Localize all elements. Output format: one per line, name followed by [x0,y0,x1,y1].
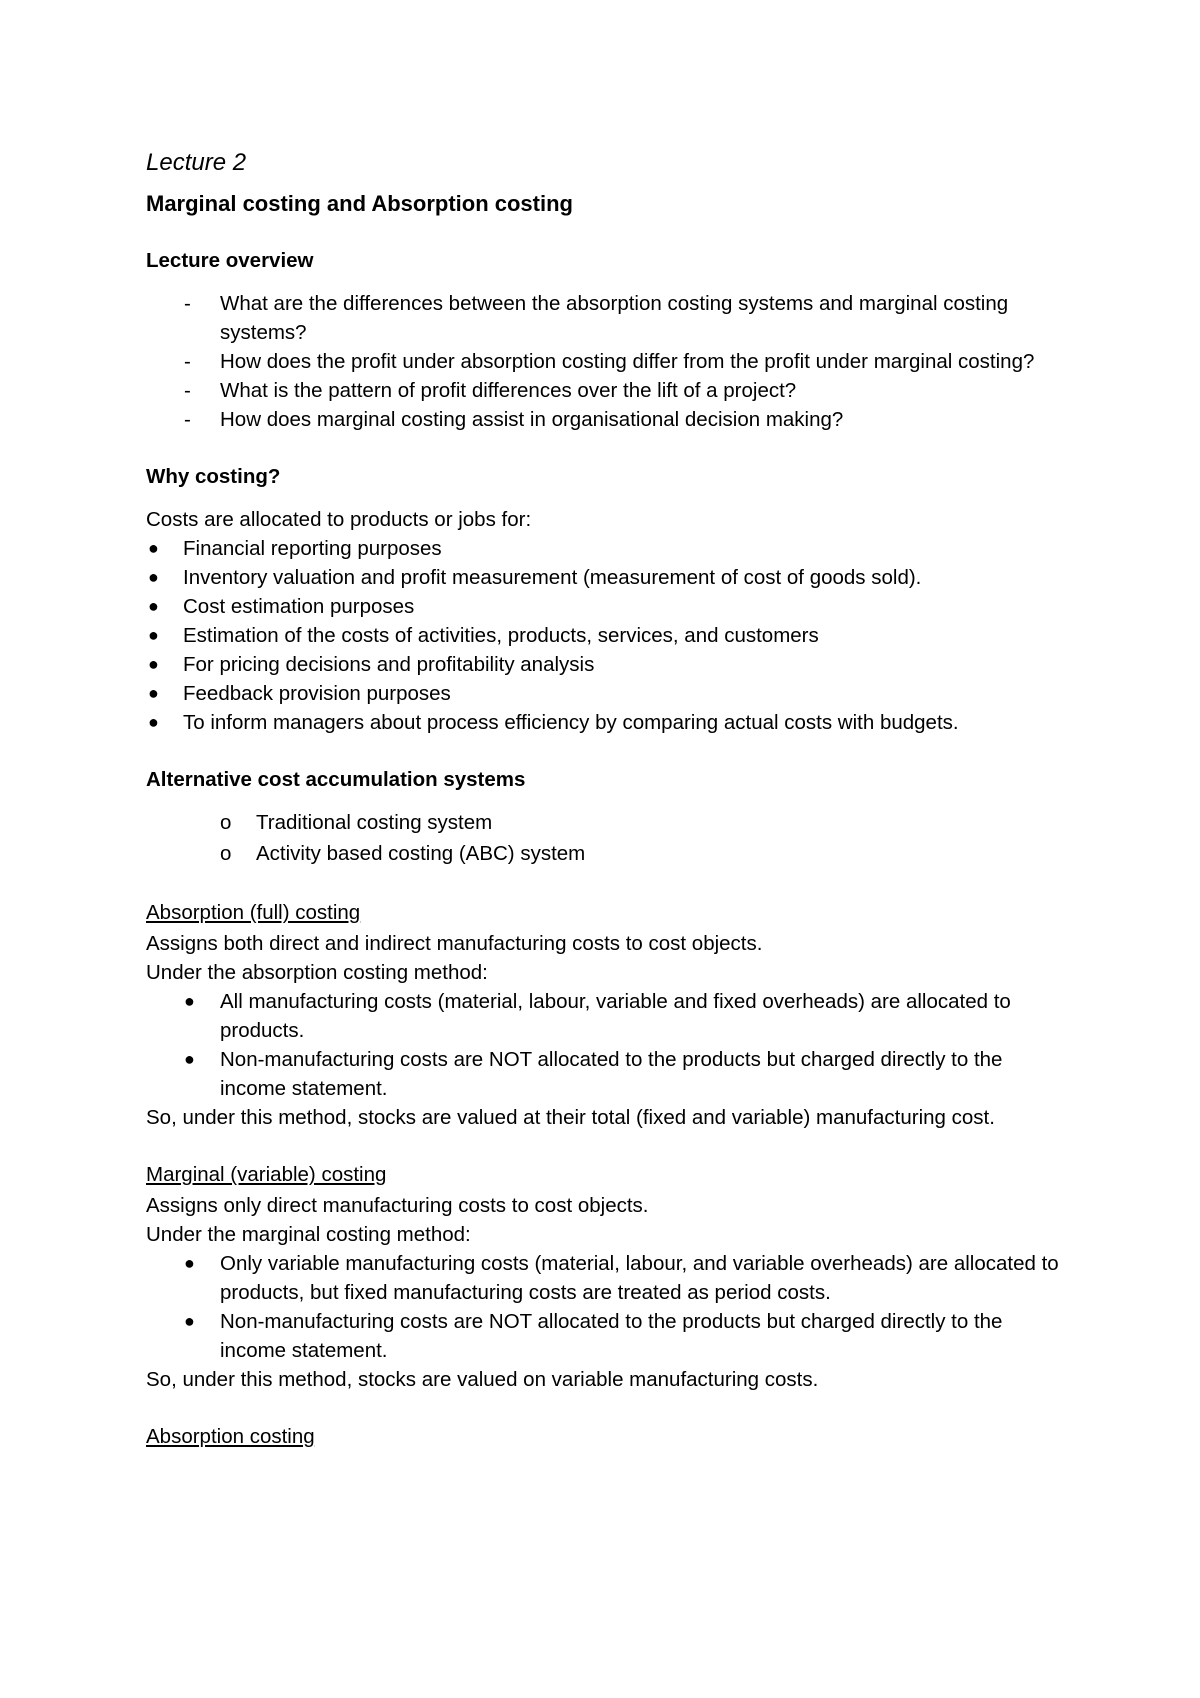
why-costing-intro: Costs are allocated to products or jobs for: [146,508,532,531]
bullet-marker: ● [148,654,159,674]
page-title: Marginal costing and Absorption costing [146,191,573,216]
list-item-text: Non-manufacturing costs are NOT allocated to the products but charged directly to the income statement. [220,1048,1003,1100]
why-costing-list [146,534,1066,737]
bullet-marker: ● [148,567,159,587]
dash-marker: - [184,350,191,373]
bullet-marker: ● [148,712,159,732]
lecture-label: Lecture 2 [146,149,247,176]
absorption-costing-heading: Absorption costing [146,1425,315,1448]
list-item [146,987,1066,1045]
list-item [146,289,1066,347]
list-item-text: Inventory valuation and profit measurement (measurement of cost of goods sold). [183,566,922,589]
bullet-marker: ● [184,1253,195,1273]
absorption-list [146,987,1066,1103]
bullet-marker: ● [148,625,159,645]
circle-marker: o [220,842,232,865]
marginal-line-2: Under the marginal costing method: [146,1223,471,1246]
marginal-conclusion: So, under this method, stocks are valued on variable manufacturing costs. [146,1368,819,1391]
list-item [146,376,1066,405]
list-item [146,1307,1066,1365]
list-item-text: Cost estimation purposes [183,595,415,618]
list-item [146,679,1066,708]
list-item-text: Activity based costing (ABC) system [256,842,586,865]
list-item-text: Financial reporting purposes [183,537,442,560]
list-item-text: Only variable manufacturing costs (material, labour, and variable overheads) are allocated to products, but fixed manufacturing costs are treated as period costs. [220,1252,1059,1304]
marginal-heading: Marginal (variable) costing [146,1163,387,1186]
list-item [146,1045,1066,1103]
list-item [146,563,1066,592]
absorption-heading: Absorption (full) costing [146,901,361,924]
overview-list [146,289,1066,434]
bullet-marker: ● [148,683,159,703]
document-content [146,146,1066,1453]
list-item-text: Estimation of the costs of activities, products, services, and customers [183,624,819,647]
why-costing-heading: Why costing? [146,465,281,488]
dash-marker: - [184,292,191,315]
list-item-text: Non-manufacturing costs are NOT allocated to the products but charged directly to the income statement. [220,1310,1003,1362]
list-item-text: To inform managers about process efficiency by comparing actual costs with budgets. [183,711,959,734]
marginal-list [146,1249,1066,1365]
dash-marker: - [184,379,191,402]
absorption-line-2: Under the absorption costing method: [146,961,488,984]
bullet-marker: ● [148,538,159,558]
bullet-marker: ● [184,1049,195,1069]
list-item [146,621,1066,650]
absorption-line-1: Assigns both direct and indirect manufacturing costs to cost objects. [146,932,763,955]
list-item-text: What is the pattern of profit differences over the lift of a project? [220,379,797,402]
list-item [146,534,1066,563]
list-item [146,347,1066,376]
dash-marker: - [184,408,191,431]
list-item-text: Feedback provision purposes [183,682,451,705]
list-item-text: All manufacturing costs (material, labour, variable and fixed overheads) are allocated to products. [220,990,1011,1042]
list-item [146,808,1066,837]
list-item-text: Traditional costing system [256,811,493,834]
list-item [146,592,1066,621]
alternative-list [146,808,1066,868]
list-item [146,708,1066,737]
list-item-text: For pricing decisions and profitability analysis [183,653,595,676]
list-item-text: How does marginal costing assist in organisational decision making? [220,408,844,431]
list-item-text: How does the profit under absorption costing differ from the profit under marginal costing? [220,350,1035,373]
bullet-marker: ● [184,991,195,1011]
list-item [146,405,1066,434]
bullet-marker: ● [184,1311,195,1331]
list-item-text: What are the differences between the absorption costing systems and marginal costing systems? [220,292,1009,344]
absorption-conclusion: So, under this method, stocks are valued at their total (fixed and variable) manufacturing cost. [146,1106,995,1129]
list-item [146,839,1066,868]
alternative-heading: Alternative cost accumulation systems [146,768,526,791]
list-item [146,1249,1066,1307]
circle-marker: o [220,811,232,834]
list-item [146,650,1066,679]
overview-heading: Lecture overview [146,249,314,272]
bullet-marker: ● [148,596,159,616]
marginal-line-1: Assigns only direct manufacturing costs to cost objects. [146,1194,649,1217]
